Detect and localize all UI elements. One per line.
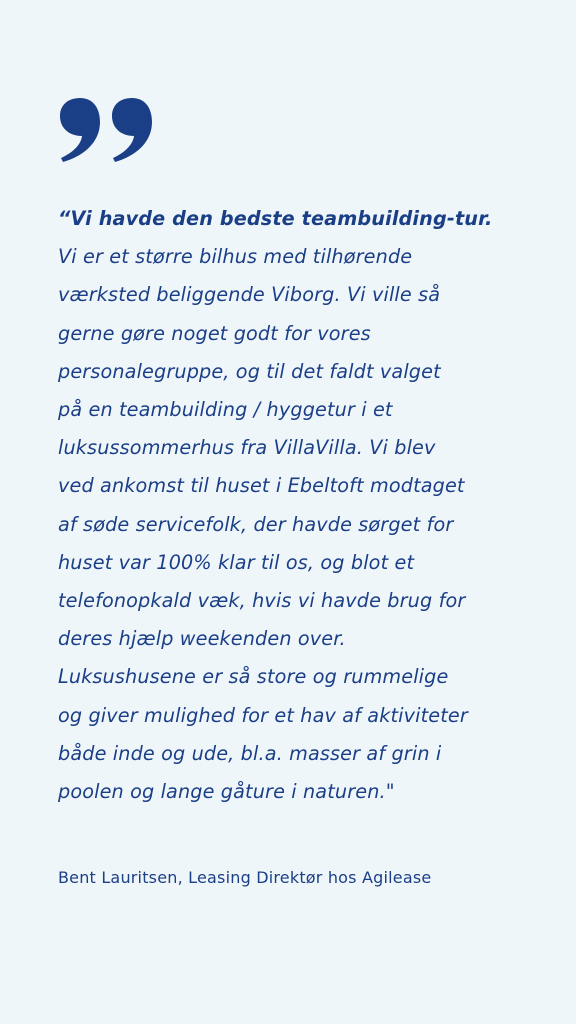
quote-line: af søde servicefolk, der havde sørget for — [58, 512, 454, 536]
quote-attribution: Bent Lauritsen, Leasing Direktør hos Agilease — [58, 868, 432, 887]
testimonial-quote — [58, 200, 538, 811]
quote-line: luksussommerhus fra VillaVilla. Vi blev — [58, 436, 436, 460]
quote-line: telefonopkald væk, hvis vi havde brug for — [58, 589, 466, 613]
quote-line: både inde og ude, bl.a. masser af grin i — [58, 741, 442, 765]
quote-line: Vi er et større bilhus med tilhørende — [58, 245, 413, 269]
quote-line: ved ankomst til huset i Ebeltoft modtaget — [58, 474, 465, 498]
quote-line: poolen og lange gåture i naturen." — [58, 780, 395, 804]
quote-line: Luksushusene er så store og rummelige — [58, 665, 449, 689]
quote-line: på en teambuilding / hyggetur i et — [58, 398, 393, 422]
quote-line: personalegruppe, og til det faldt valget — [58, 359, 441, 383]
quote-line: huset var 100% klar til os, og blot et — [58, 550, 415, 574]
quote-line: og giver mulighed for et hav af aktiviteter — [58, 703, 468, 727]
quote-line: gerne gøre noget godt for vores — [58, 321, 371, 345]
quote-line: værksted beliggende Viborg. Vi ville så — [58, 283, 441, 307]
quote-line: deres hjælp weekenden over. — [58, 627, 346, 651]
quote-open-icon — [58, 96, 154, 164]
quote-headline: “Vi havde den bedste teambuilding-tur. — [58, 207, 493, 230]
